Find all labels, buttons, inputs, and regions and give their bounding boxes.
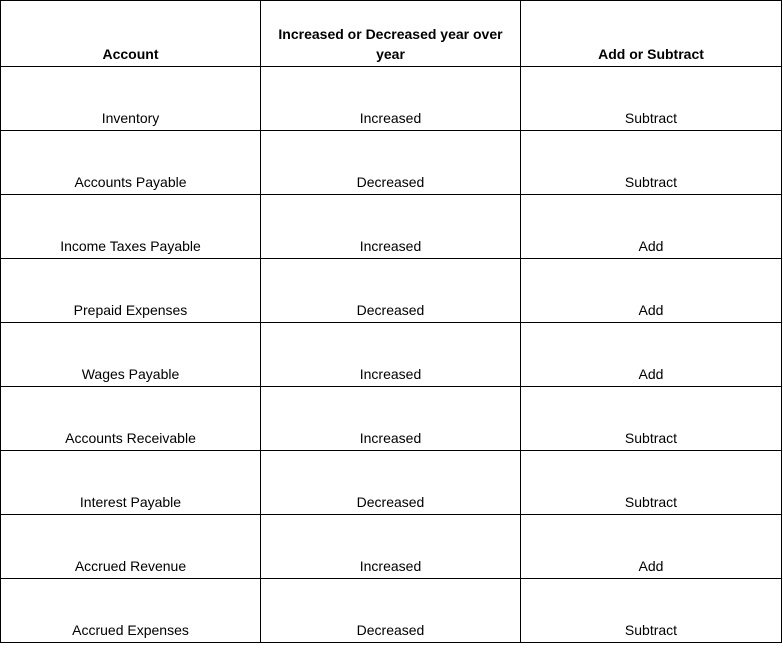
- account-cell: Interest Payable: [1, 451, 261, 515]
- change-cell: Increased: [261, 67, 521, 131]
- header-account: Account: [1, 1, 261, 67]
- table-row: [1, 451, 782, 515]
- table-row: [1, 67, 782, 131]
- table-row: [1, 579, 782, 643]
- account-cell: Accounts Payable: [1, 131, 261, 195]
- table-row: [1, 387, 782, 451]
- table-row: [1, 195, 782, 259]
- account-cell: Accrued Expenses: [1, 579, 261, 643]
- account-cell: Income Taxes Payable: [1, 195, 261, 259]
- table-row: [1, 131, 782, 195]
- table-row: [1, 323, 782, 387]
- change-cell: Increased: [261, 515, 521, 579]
- operation-cell: Add: [521, 323, 782, 387]
- change-cell: Increased: [261, 195, 521, 259]
- account-cell: Accounts Receivable: [1, 387, 261, 451]
- change-cell: Decreased: [261, 131, 521, 195]
- operation-cell: Subtract: [521, 451, 782, 515]
- change-cell: Decreased: [261, 259, 521, 323]
- operation-cell: Add: [521, 515, 782, 579]
- account-cell: Wages Payable: [1, 323, 261, 387]
- table-header-row: [1, 1, 782, 67]
- account-cell: Prepaid Expenses: [1, 259, 261, 323]
- operation-cell: Subtract: [521, 131, 782, 195]
- header-change: Increased or Decreased year over year: [261, 1, 521, 67]
- header-add-or-subtract: Add or Subtract: [521, 1, 782, 67]
- change-cell: Increased: [261, 323, 521, 387]
- account-cell: Accrued Revenue: [1, 515, 261, 579]
- operation-cell: Add: [521, 195, 782, 259]
- account-cell: Inventory: [1, 67, 261, 131]
- operation-cell: Subtract: [521, 579, 782, 643]
- table-row: [1, 259, 782, 323]
- operation-cell: Subtract: [521, 387, 782, 451]
- operation-cell: Subtract: [521, 67, 782, 131]
- operation-cell: Add: [521, 259, 782, 323]
- change-cell: Decreased: [261, 579, 521, 643]
- change-cell: Decreased: [261, 451, 521, 515]
- table-row: [1, 515, 782, 579]
- change-cell: Increased: [261, 387, 521, 451]
